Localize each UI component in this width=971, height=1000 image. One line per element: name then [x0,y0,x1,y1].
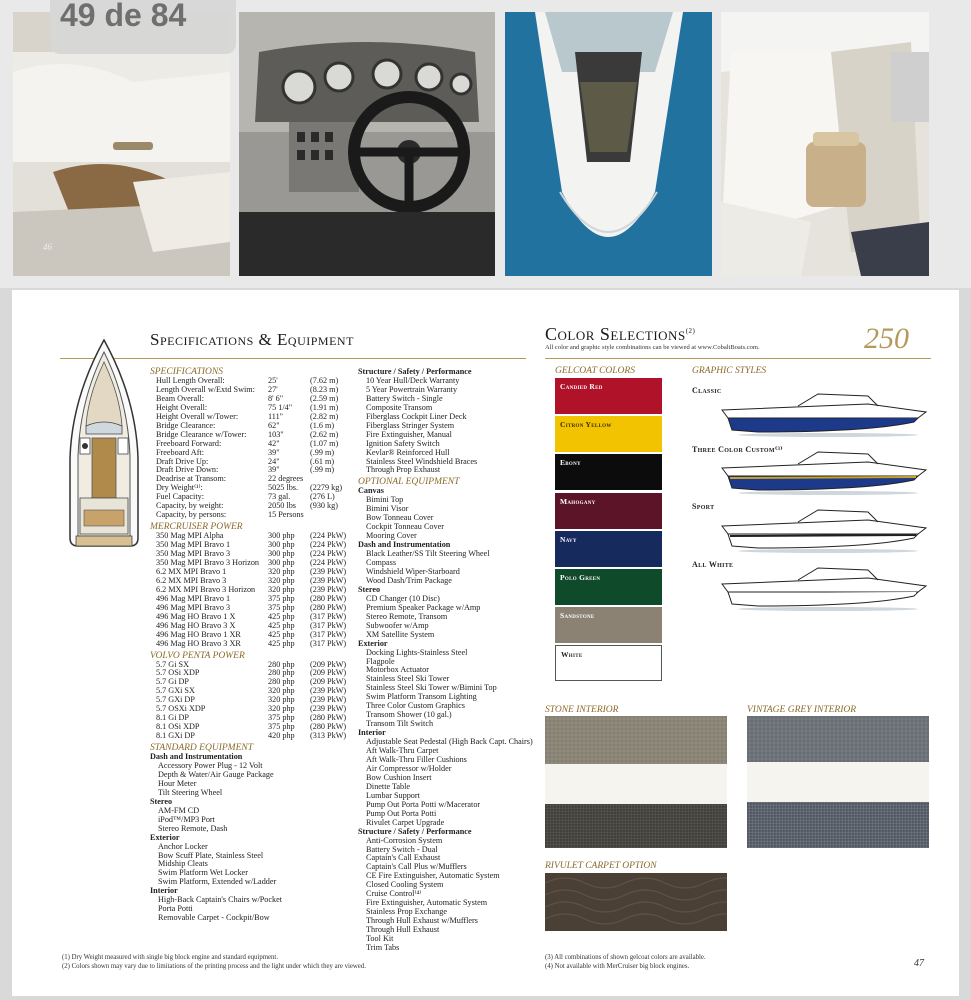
equipment-item: Fire Extinguisher, Manual [366,429,452,439]
equipment-item: Depth & Water/Air Gauge Package [158,769,274,779]
spec-row-value: 22 degrees [268,474,304,484]
spec-row-label: Draft Drive Up: [156,456,209,466]
engine-row-value: 375 php [268,602,295,612]
spec-row-value: 8' 6" [268,393,284,403]
optional-equipment-list [358,487,538,953]
engine-row-value: 320 php [268,575,295,585]
equipment-subheading: Stereo [150,796,173,806]
engine-row-label: 496 Mag HO Bravo 1 XR [156,629,241,639]
equipment-item: iPod™/MP3 Port [158,814,215,824]
equipment-item: Aft Walk-Thru Carpet [366,746,439,756]
equipment-item: Bow Scuff Plate, Stainless Steel [158,850,264,860]
engine-row-label: 496 Mag MPI Bravo 3 [156,602,231,612]
color-selections-subtitle: All color and graphic style combinations can be viewed at www.CobaltBoats.com. [545,344,760,351]
engine-row-metric: (224 PkW) [310,540,347,550]
graphic-style-label: Classic [692,386,722,395]
equipment-item: Swim Platform, Extended w/Ladder [158,877,277,887]
engine-row-metric: (280 PkW) [310,713,347,723]
equipment-item: Through Prop Exhaust [366,465,441,475]
equipment-subheading: Structure / Safety / Performance [358,826,472,836]
equipment-item: Midship Cleats [158,859,208,869]
gelcoat-swatch-white[interactable] [555,645,662,681]
engine-row-metric: (209 PkW) [310,659,347,669]
spec-row-value: 5025 lbs. [268,483,299,493]
equipment-item: Mooring Cover [366,531,417,541]
footnote-3: (3) All combinations of shown gelcoat colors are available. [545,954,706,961]
page-number: 47 [914,958,924,969]
spec-row-metric: (1.07 m) [310,438,339,448]
spec-row-metric: (.99 m) [310,447,335,457]
spec-row-metric: (8.23 m) [310,384,339,394]
engine-row-label: 5.7 GXi DP [156,695,195,705]
gelcoat-swatch-mahogany[interactable] [555,493,662,529]
spec-row-value: 25' [268,375,278,385]
engine-row-label: 350 Mag MPI Bravo 1 [156,540,231,550]
gelcoat-swatch-label: Citron Yellow [560,420,612,430]
engine-row-metric: (224 PkW) [310,549,347,559]
engine-row [150,732,366,741]
equipment-item: Captain's Call Plus w/Mufflers [366,862,467,872]
engine-row-metric: (224 PkW) [310,558,347,568]
gelcoat-swatch-label: Polo Green [560,573,601,582]
specifications-heading: SPECIFICATIONS [150,367,224,377]
engine-row-value: 300 php [268,558,295,568]
gelcoat-swatch-citron-yellow[interactable] [555,416,662,452]
spec-row-label: Bridge Clearance w/Tower: [156,429,247,439]
spec-row-value: 111" [268,411,284,421]
equipment-item: Air Compressor w/Holder [366,763,452,773]
engine-row-value: 320 php [268,695,295,705]
spec-row-metric: (2.82 m) [310,411,339,421]
equipment-item: Stereo Remote, Transom [366,611,448,621]
mercruiser-list [150,532,366,648]
boat-top-view-diagram [66,338,142,550]
graphic-style-label: Three Color Custom⁽³⁾ [692,445,783,454]
equipment-item: Lumbar Support [366,790,420,800]
engine-row-value: 280 php [268,668,295,678]
spec-row-value: 27' [268,384,278,394]
equipment-item: Stainless Steel Ski Tower w/Bimini Top [366,683,497,693]
engine-row-label: 5.7 OSXi XDP [156,704,206,714]
engine-row-metric: (280 PkW) [310,593,347,603]
spec-row-value: 39" [268,465,280,475]
engine-row-value: 320 php [268,704,295,714]
gelcoat-swatch-label: White [561,650,583,660]
equipment-item: Closed Cooling System [366,880,444,890]
engine-row-value: 425 php [268,611,295,621]
equipment-item: Through Hull Exhaust [366,925,440,935]
equipment-item: Porta Potti [158,904,193,914]
equipment-item: Rivulet Carpet Upgrade [366,817,445,827]
equipment-subheading: Stereo [358,584,381,594]
engine-row-metric: (239 PkW) [310,704,347,714]
engine-row-metric: (239 PkW) [310,695,347,705]
equipment-item: Tilt Steering Wheel [158,787,223,797]
equipment-item: AM-FM CD [158,805,200,815]
graphic-style-boat-1[interactable] [718,446,928,496]
spec-row-label: Height Overall w/Tower: [156,411,239,421]
equipment-subheading: Exterior [358,638,388,648]
engine-row-label: 6.2 MX MPI Bravo 3 Horizon [156,584,256,594]
rivulet-carpet-heading: RIVULET CARPET OPTION [545,861,657,871]
equipment-item: Stainless Prop Exchange [366,907,447,917]
engine-row-label: 350 Mag MPI Bravo 3 [156,549,231,559]
engine-row-metric: (239 PkW) [310,584,347,594]
spec-row-value: 103" [268,429,284,439]
spec-row-metric: (1.6 m) [310,420,335,430]
engine-row-value: 425 php [268,629,295,639]
color-title-rule [545,358,931,359]
engine-row-value: 425 php [268,620,295,630]
volvo-list [150,661,366,742]
engine-row-value: 280 php [268,659,295,669]
equipment-item: Composite Transom [366,402,433,412]
equipment-item: Hour Meter [158,778,197,788]
photo-strip [0,0,971,288]
equipment-item: Stainless Steel Ski Tower [366,674,450,684]
gelcoat-swatch-label: Sandstone [560,611,595,621]
gelcoat-swatch-label: Navy [560,534,577,544]
equipment-item: Cruise Control⁽⁴⁾ [366,889,422,899]
engine-row-label: 350 Mag MPI Alpha [156,531,224,541]
spec-row-value: 42" [268,438,280,448]
equipment-item: Transom Shower (10 gal.) [366,710,452,720]
gelcoat-swatch-label: Ebony [560,458,581,468]
spec-row-label: Length Overall w/Extd Swim: [156,384,255,394]
color-selections-footnote-ref: (2) [685,327,696,335]
equipment-subheading: Exterior [150,832,180,842]
engine-row-metric: (317 PkW) [310,629,347,639]
equipment-item: Fiberglass Cockpit Liner Deck [366,411,467,421]
stone-interior-heading: STONE INTERIOR [545,705,619,715]
spec-row-metric: (2.59 m) [310,393,339,403]
equipment-item: Subwoofer w/Amp [366,620,429,630]
spec-row-metric: (.99 m) [310,465,335,475]
engine-row-label: 5.7 Gi SX [156,659,189,669]
standard-equipment-list [150,753,366,923]
equipment-item: XM Satellite System [366,629,435,639]
engine-row-label: 496 Mag MPI Bravo 1 [156,593,231,603]
equipment-item: Fiberglass Stringer System [366,420,455,430]
engine-row-label: 8.1 Gi DP [156,713,189,723]
equipment-item: Adjustable Seat Pedestal (High Back Capt. Chairs) [366,737,533,747]
spec-row-label: Freeboard Aft: [156,447,204,457]
equipment-item: 10 Year Hull/Deck Warranty [366,375,460,385]
engine-row-label: 5.7 OSi XDP [156,668,200,678]
equipment-item: Three Color Custom Graphics [366,701,465,711]
equipment-subheading: Canvas [358,486,384,496]
equipment-item: Bow Tonneau Cover [366,513,434,523]
equipment-item: Pump Out Porta Potti w/Macerator [366,799,481,809]
engine-row-value: 300 php [268,549,295,559]
model-number: 250 [864,322,909,355]
engine-row-value: 300 php [268,531,295,541]
equipment-item: Docking Lights-Stainless Steel [366,647,468,657]
engine-row-value: 280 php [268,677,295,687]
dashboard-photo[interactable] [239,12,495,276]
equipment-item: Stainless Steel Windshield Braces [366,456,478,466]
engine-row-label: 496 Mag HO Bravo 1 X [156,611,236,621]
equipment-item: Battery Switch - Dual [366,844,438,854]
engine-row-metric: (209 PkW) [310,677,347,687]
footnote-1: (1) Dry Weight measured with single big block engine and standard equipment. [62,954,279,961]
spec-row-label: Bridge Clearance: [156,420,216,430]
photo-page-number: 46 [43,242,52,252]
volvo-heading: VOLVO PENTA POWER [150,650,245,661]
engine-row-value: 320 php [268,584,295,594]
spec-row-label: Hull Length Overall: [156,375,225,385]
engine-row-value: 300 php [268,540,295,550]
equipment-subheading: Interior [150,886,178,896]
optional-equipment-heading: OPTIONAL EQUIPMENT [358,477,460,488]
structure-list [358,377,538,475]
spec-row-label: Height Overall: [156,402,208,412]
color-selections-title-text: Color Selections [545,324,686,344]
spec-row-label: Fuel Capacity: [156,492,204,502]
equipment-item: Fire Extinguisher, Automatic System [366,898,488,908]
footnote-4: (4) Not available with MerCruiser big block engines. [545,963,690,970]
engine-row-value: 375 php [268,713,295,723]
equipment-item: Bimini Visor [366,504,409,514]
spec-row-metric: (2.62 m) [310,429,339,439]
equipment-subheading: Dash and Instrumentation [358,540,451,550]
equipment-item: Trim Tabs [366,943,400,952]
engine-row-label: 6.2 MX MPI Bravo 3 [156,575,227,585]
specifications-list [150,377,366,520]
gelcoat-swatch-navy[interactable] [555,531,662,567]
spec-row-value: 2050 lbs [268,501,296,511]
engine-row-value: 375 php [268,722,295,732]
engine-row-label: 8.1 OSi XDP [156,722,200,732]
engine-row-value: 420 php [268,731,295,741]
engine-row-metric: (313 PkW) [310,731,347,741]
equipment-column [358,368,538,953]
brochure-page [12,290,959,996]
equipment-item: Flagpole [366,656,395,666]
cabin-photo[interactable] [721,12,929,276]
engine-row-label: 350 Mag MPI Bravo 3 Horizon [156,558,260,568]
equipment-item: Stereo Remote, Dash [158,823,228,833]
standard-equipment-heading: STANDARD EQUIPMENT [150,743,253,754]
page-counter: 49 de 84 [50,0,236,54]
equipment-item: Pump Out Porta Potti [366,808,437,818]
equipment-item: Battery Switch - Single [366,393,443,403]
structure-heading: Structure / Safety / Performance [358,367,472,376]
equipment-item: Removable Carpet - Cockpit/Bow [158,913,270,923]
spec-row-metric: (.61 m) [310,456,335,466]
engine-row-metric: (239 PkW) [310,566,347,576]
engine-row-metric: (209 PkW) [310,668,347,678]
spec-row-value: 73 gal. [268,492,291,502]
engine-row-value: 375 php [268,593,295,603]
vintage-grey-interior-sample[interactable] [747,716,929,848]
engine-row-label: 5.7 GXi SX [156,686,195,696]
equipment-item: Ignition Safety Switch [366,438,440,448]
equipment-item: CD Changer (10 Disc) [366,593,440,603]
equipment-item: Wood Dash/Trim Package [366,575,452,585]
equipment-item: Motorbox Actuator [366,665,429,675]
spec-row-label: Beam Overall: [156,393,204,403]
spec-row-metric: (7.62 m) [310,375,339,385]
graphic-styles-heading: GRAPHIC STYLES [692,366,767,376]
graphic-style-label: All White [692,560,734,569]
equipment-item: Swim Platform Wet Locker [158,868,248,878]
spec-row-label: Freeboard Forward: [156,438,222,448]
gelcoat-swatch-candied-red[interactable] [555,378,662,414]
equipment-item: Compass [366,558,397,568]
spec-row-value: 15 Persons [268,510,304,520]
specs-title: Specifications & Equipment [150,330,354,349]
spec-row-label: Capacity, by persons: [156,510,227,520]
spec-row-metric: (930 kg) [310,501,338,511]
graphic-style-boat-0[interactable] [718,388,928,438]
equipment-item: Premium Speaker Package w/Amp [366,602,481,612]
engine-row-metric: (317 PkW) [310,638,347,648]
specs-column [150,368,366,923]
equipment-item: Accessory Power Plug - 12 Volt [158,760,263,770]
equipment-item: Transom Tilt Switch [366,719,434,729]
engine-row-label: 496 Mag HO Bravo 3 X [156,620,236,630]
engine-row-label: 8.1 GXi DP [156,731,195,741]
spec-row-label: Dry Weight⁽¹⁾: [156,483,203,493]
equipment-item: 5 Year Powertrain Warranty [366,384,458,394]
bow-aerial-photo[interactable] [505,12,712,276]
engine-row-metric: (224 PkW) [310,531,347,541]
spec-row-label: Capacity, by weight: [156,501,224,511]
spec-row-value: 39" [268,447,280,457]
mercruiser-heading: MERCRUISER POWER [150,522,243,533]
gelcoat-swatch-polo-green[interactable] [555,569,662,605]
engine-row-value: 320 php [268,566,295,576]
equipment-item: Captain's Call Exhaust [366,853,441,863]
engine-row [150,640,366,649]
engine-row-label: 6.2 MX MPI Bravo 1 [156,566,227,576]
graphic-style-boat-2[interactable] [718,504,928,554]
graphic-style-label: Sport [692,502,715,511]
equipment-item: Swim Platform Transom Lighting [366,692,477,702]
gelcoat-swatch-label: Candied Red [560,382,603,391]
equipment-item: Bimini Top [366,495,404,505]
gelcoat-swatch-label: Mahogany [560,496,596,506]
equipment-item: Through Hull Exhaust w/Mufflers [366,916,478,926]
equipment-item: CE Fire Extinguisher, Automatic System [366,871,500,881]
gelcoat-heading: GELCOAT COLORS [555,366,635,376]
vintage-grey-interior-heading: VINTAGE GREY INTERIOR [747,705,857,715]
engine-row-metric: (239 PkW) [310,575,347,585]
equipment-item: Windshield Wiper-Starboard [366,566,460,576]
equipment-item: Bow Cushion Insert [366,772,432,782]
spec-row [150,511,366,520]
spec-row-value: 24" [268,456,280,466]
gelcoat-swatch-ebony[interactable] [555,454,662,490]
equipment-subheading: Dash and Instrumentation [150,752,243,762]
engine-row-value: 320 php [268,686,295,696]
engine-row-value: 425 php [268,638,295,648]
spec-row-metric: (1.91 m) [310,402,339,412]
rivulet-carpet-sample[interactable] [545,873,727,931]
engine-row-metric: (317 PkW) [310,611,347,621]
equipment-item: Anchor Locker [158,841,208,851]
engine-row-metric: (239 PkW) [310,686,347,696]
equipment-item: High-Back Captain's Chairs w/Pocket [158,895,283,905]
spec-row-value: 62" [268,420,280,430]
equipment-item: Dinette Table [366,781,411,791]
equipment-item: Tool Kit [366,934,394,944]
equipment-item: Aft Walk-Thru Filler Cushions [366,754,467,764]
spec-row-label: Draft Drive Down: [156,465,219,475]
spec-row-metric: (276 L) [310,492,335,502]
color-selections-title [545,324,695,345]
equipment-item: Cockpit Tonneau Cover [366,522,444,532]
spec-row-value: 75 1/4" [268,402,293,412]
equipment-subheading: Interior [358,728,386,738]
engine-row-label: 5.7 Gi DP [156,677,189,687]
stone-interior-sample[interactable] [545,716,727,848]
equipment-item: Kevlar® Reinforced Hull [366,447,450,457]
engine-row-metric: (317 PkW) [310,620,347,630]
engine-row-metric: (280 PkW) [310,602,347,612]
engine-row-label: 496 Mag HO Bravo 3 XR [156,638,241,648]
footnote-2: (2) Colors shown may vary due to limitations of the printing process and the light under which they are viewed. [62,963,366,970]
spec-row-metric: (2279 kg) [310,483,343,493]
engine-row-metric: (280 PkW) [310,722,347,732]
gelcoat-swatch-sandstone[interactable] [555,607,662,643]
spec-row-metric [310,511,360,520]
spec-row-label: Deadrise at Transom: [156,474,227,484]
equipment-item: Anti-Corrosion System [366,835,443,845]
equipment-item: Black Leather/SS Tilt Steering Wheel [366,549,490,559]
graphic-style-boat-3[interactable] [718,562,928,612]
